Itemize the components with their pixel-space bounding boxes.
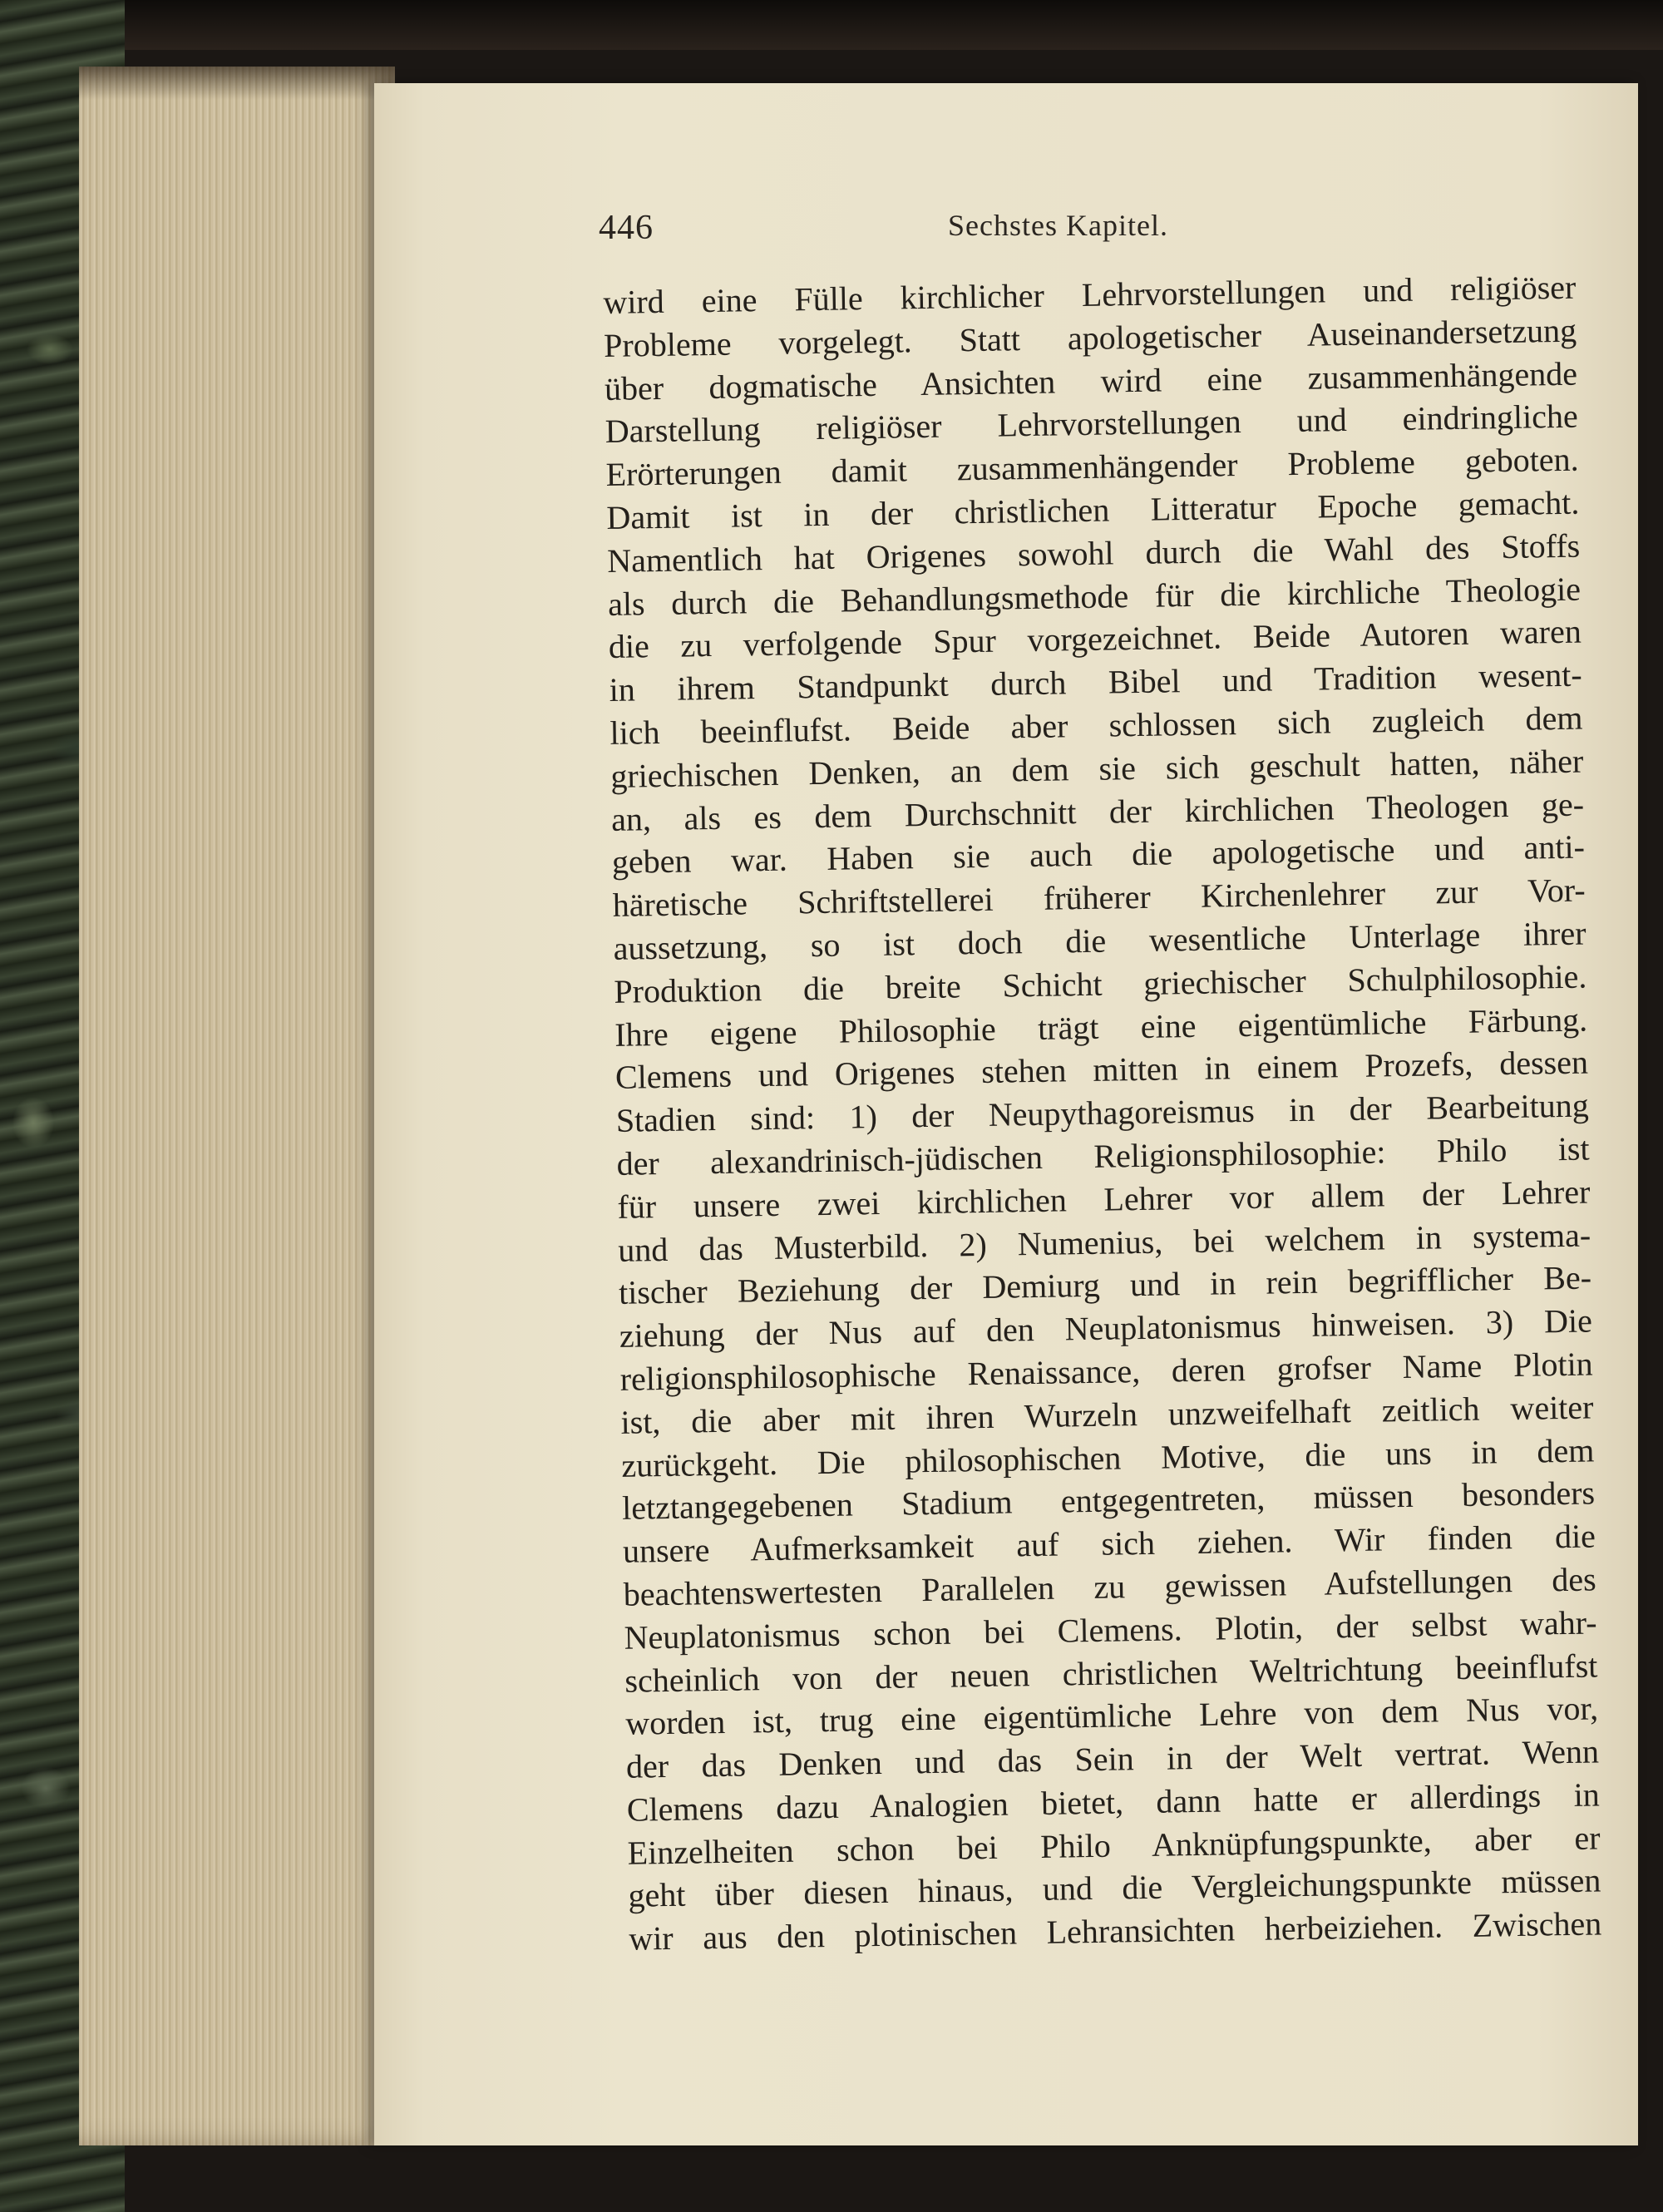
book-page [374, 83, 1638, 2145]
page-stack-edges [79, 67, 395, 2145]
text-line: der alexandrinisch-jüdischen Religionsphilosophie: Philo ist [616, 1129, 1590, 1183]
text-line: Stadien sind: 1) der Neupythagoreismus in der Bearbeitung [615, 1086, 1590, 1140]
text-line: letztangegebenen Stadium entgegentreten, müssen besonders [621, 1474, 1596, 1528]
text-line: geben war. Haben sie auch die apologetische und anti- [611, 827, 1586, 881]
text-line: Einzelheiten schon bei Philo Anknüpfungspunkte, aber er [627, 1819, 1601, 1872]
text-line: worden ist, trug eine eigentümliche Lehre von dem Nus vor, [624, 1689, 1599, 1743]
text-line: griechischen Denken, an dem sie sich geschult hatten, näher [609, 742, 1584, 795]
running-head: Sechstes Kapitel. [948, 209, 1168, 242]
scan-top-shadow [0, 0, 1663, 50]
page-number: 446 [599, 209, 654, 247]
text-line: beachtenswertesten Parallelen zu gewissen Aufstellungen des [623, 1560, 1597, 1613]
text-line: Damit ist in der christlichen Litteratur Epoche gemacht. [606, 483, 1580, 536]
text-line: Clemens dazu Analogien bietet, dann hatte er allerdings in [626, 1775, 1601, 1829]
text-line: wird eine Fülle kirchlicher Lehrvorstellungen und religiöser [603, 268, 1577, 321]
text-line: Clemens und Origenes stehen mitten in einem Prozefs, dessen [614, 1043, 1589, 1097]
text-line: an, als es dem Durchschnitt der kirchlichen Theologen ge- [610, 785, 1585, 838]
text-line: zurückgeht. Die philosophischen Motive, die uns in dem [621, 1430, 1595, 1484]
text-line: lich beeinflufst. Beide aber schlossen sich zugleich dem [609, 699, 1583, 752]
text-line: die zu verfolgende Spur vorgezeichnet. Beide Autoren waren [608, 612, 1582, 666]
page-header [599, 208, 1596, 258]
text-line: für unsere zwei kirchlichen Lehrer vor allem der Lehrer [617, 1173, 1591, 1226]
text-line: aussetzung, so ist doch die wesentliche Unterlage ihrer [613, 914, 1587, 967]
text-line: wir aus den plotinischen Lehransichten herbeiziehen. Zwischen [628, 1904, 1602, 1958]
text-line: religionsphilosophische Renaissance, deren grofser Name Plotin [619, 1345, 1593, 1398]
text-line: Probleme vorgelegt. Statt apologetischer Auseinandersetzung [603, 311, 1577, 364]
text-line: unsere Aufmerksamkeit auf sich ziehen. Wir finden die [622, 1517, 1596, 1570]
text-line: Produktion die breite Schicht griechischer Schulphilosophie. [614, 957, 1587, 1010]
body-text [603, 266, 1602, 1961]
text-line: über dogmatische Ansichten wird eine zusammenhängende [604, 354, 1578, 407]
text-line: Ihre eigene Philosophie trägt eine eigentümliche Färbung. [614, 1000, 1588, 1054]
text-line: in ihrem Standpunkt durch Bibel und Tradition wesent- [609, 655, 1582, 709]
text-line: Neuplatonismus schon bei Clemens. Plotin, der selbst wahr- [624, 1603, 1597, 1657]
text-line: geht über diesen hinaus, und die Vergleichungspunkte müssen [628, 1861, 1601, 1915]
text-line: Erörterungen damit zusammenhängender Probleme geboten. [605, 440, 1579, 494]
text-line: als durch die Behandlungsmethode für die kirchliche Theologie [607, 570, 1582, 623]
text-line: ziehung der Nus auf den Neuplatonismus hinweisen. 3) Die [619, 1301, 1593, 1355]
text-line: Namentlich hat Origenes sowohl durch die Wahl des Stoffs [606, 526, 1581, 580]
text-line: ist, die aber mit ihren Wurzeln unzweifelhaft zeitlich weiter [620, 1388, 1594, 1441]
text-line: tischer Beziehung der Demiurg und in rein begrifflicher Be- [618, 1258, 1592, 1312]
text-line: der das Denken und das Sein in der Welt vertrat. Wenn [625, 1732, 1600, 1785]
text-line: Darstellung religiöser Lehrvorstellungen und eindringliche [605, 397, 1579, 451]
text-line: und das Musterbild. 2) Numenius, bei welchem in systema- [617, 1216, 1591, 1269]
text-line: häretische Schriftstellerei früherer Kirchenlehrer zur Vor- [612, 871, 1586, 925]
text-line: scheinlich von der neuen christlichen Weltrichtung beeinflufst [624, 1646, 1598, 1700]
